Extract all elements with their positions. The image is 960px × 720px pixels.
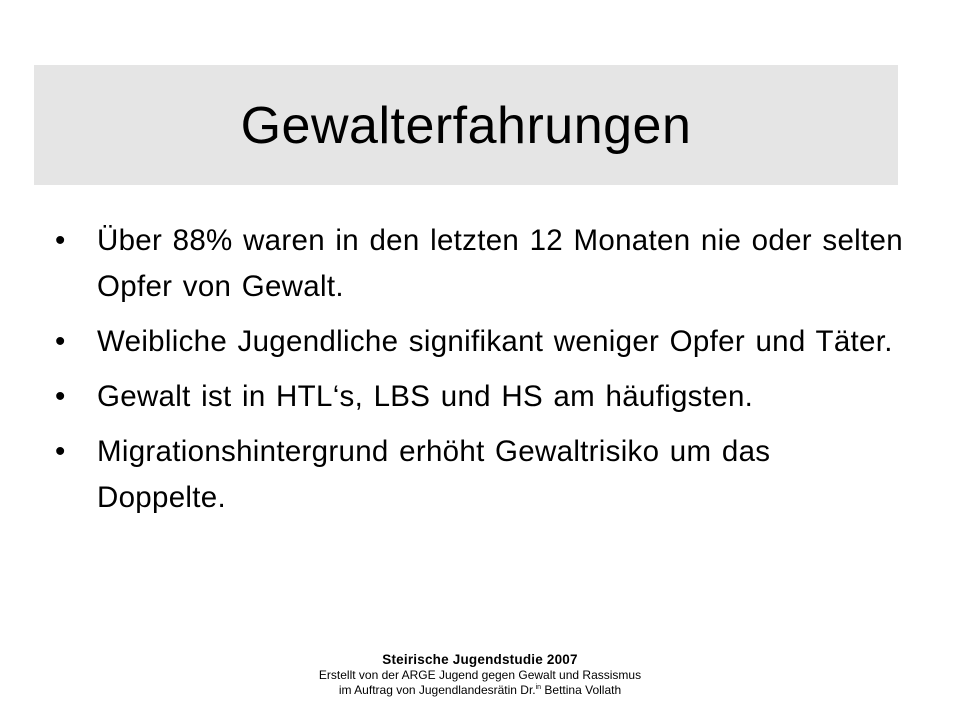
bullet-item [55, 218, 905, 310]
footer [0, 651, 960, 697]
bullet-marker: • [55, 224, 66, 257]
slide-title: Gewalterfahrungen [240, 97, 692, 155]
bullet-text: Migrationshintergrund erhöht Gewaltrisiko um das Doppelte. [97, 435, 771, 514]
bullet-text: Über 88% waren in den letzten 12 Monaten nie oder selten Opfer von Gewalt. [97, 224, 903, 303]
title-band [34, 65, 898, 185]
footer-commission-suffix: Bettina Vollath [541, 682, 622, 697]
bullet-list [55, 218, 905, 530]
footer-commission-sup: in [535, 683, 542, 691]
bullet-marker: • [55, 435, 66, 468]
bullet-item [55, 319, 905, 365]
footer-commission-line [0, 683, 960, 698]
footer-commission-prefix: im Auftrag von Jugendlandesrätin Dr. [338, 682, 536, 697]
bullet-marker: • [55, 325, 66, 358]
bullet-item [55, 374, 905, 420]
footer-title: Steirische Jugendstudie 2007 [382, 652, 578, 667]
bullet-item [55, 429, 905, 521]
bullet-text: Weibliche Jugendliche signifikant weniger Opfer und Täter. [97, 325, 893, 358]
bullet-text: Gewalt ist in HTL‘s, LBS und HS am häufigsten. [97, 380, 754, 413]
footer-credit-line: Erstellt von der ARGE Jugend gegen Gewalt und Rassismus [318, 668, 642, 682]
bullet-marker: • [55, 380, 66, 413]
